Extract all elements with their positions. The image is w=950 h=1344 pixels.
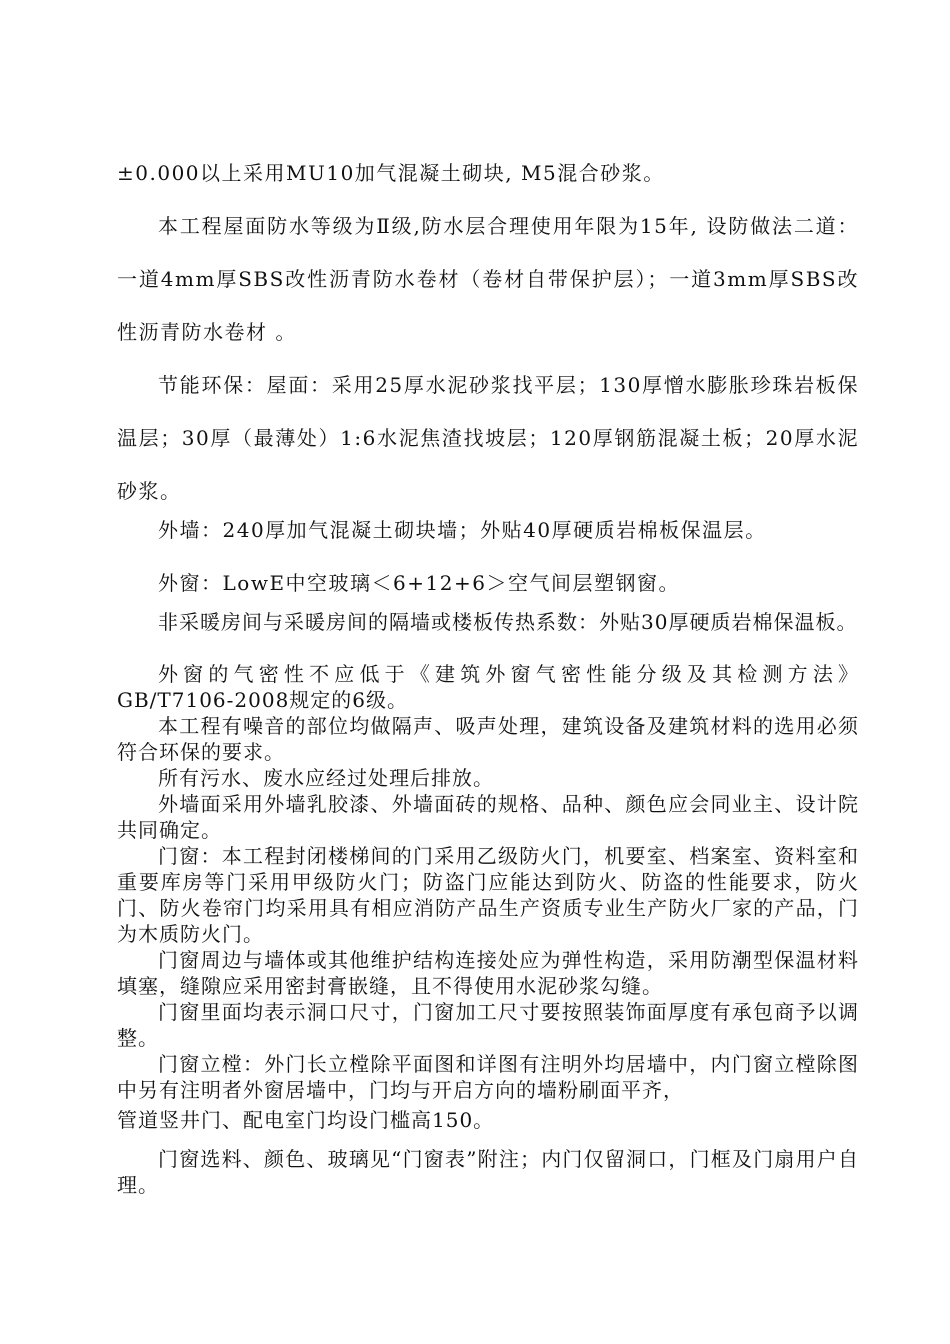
paragraph-energy-saving: 节能环保：屋面：采用25厚水泥砂浆找平层；130厚憎水膨胀珍珠岩板保温层；30厚（最薄处）1:6水泥焦渣找坡层；120厚钢筋混凝土板；20厚水泥砂浆。	[117, 373, 859, 503]
paragraph-sewage: 所有污水、废水应经过处理后排放。	[158, 766, 494, 790]
paragraph-heat-transfer: 非采暖房间与采暖房间的隔墙或楼板传热系数：外贴30厚硬质岩棉保温板。	[158, 610, 858, 634]
paragraph-air-tightness: 外窗的气密性不应低于《建筑外窗气密性能分级及其检测方法》GB/T7106-2008规定的6级。	[117, 662, 859, 712]
paragraph-facade-finish: 外墙面采用外墙乳胶漆、外墙面砖的规格、品种、颜色应会同业主、设计院共同确定。	[117, 792, 859, 842]
paragraph-window-perimeter: 门窗周边与墙体或其他维护结构连接处应为弹性构造，采用防潮型保温材料填塞，缝隙应采用密封膏嵌缝，且不得使用水泥砂浆勾缝。	[117, 948, 859, 998]
paragraph-exterior-window: 外窗：LowE中空玻璃＜6+12+6＞空气间层塑钢窗。	[158, 571, 680, 595]
paragraph-opening-size: 门窗里面均表示洞口尺寸，门窗加工尺寸要按照装饰面厚度有承包商予以调整。	[117, 1000, 859, 1050]
paragraph-frame-position: 门窗立樘：外门长立樘除平面图和详图有注明外均居墙中，内门窗立樘除图中另有注明者外窗居墙中，门均与开启方向的墙粉刷面平齐，	[117, 1052, 859, 1102]
paragraph-noise: 本工程有噪音的部位均做隔声、吸声处理，建筑设备及建筑材料的选用必须符合环保的要求。	[117, 714, 859, 764]
paragraph-threshold: 管道竖井门、配电室门均设门槛高150。	[117, 1108, 495, 1132]
paragraph-doors-windows: 门窗：本工程封闭楼梯间的门采用乙级防火门，机要室、档案室、资料室和重要库房等门采用甲级防火门；防盗门应能达到防火、防盗的性能要求，防火门、防火卷帘门均采用具有相应消防产品生产资质专业生产防火厂家的产品，门为木质防火门。	[117, 844, 859, 946]
paragraph-materials: 门窗选料、颜色、玻璃见“门窗表”附注；内门仅留洞口，门框及门扇用户自理。	[117, 1147, 859, 1197]
paragraph-masonry: ±0.000以上采用MU10加气混凝土砌块, M5混合砂浆。	[117, 161, 665, 185]
paragraph-exterior-wall: 外墙：240厚加气混凝土砌块墙；外贴40厚硬质岩棉板保温层。	[158, 518, 767, 542]
paragraph-roof-waterproofing: 本工程屋面防水等级为Ⅱ级,防水层合理使用年限为15年, 设防做法二道：一道4mm厚SBS改性沥青防水卷材（卷材自带保护层）；一道3mm厚SBS改性沥青防水卷材 。	[117, 214, 859, 344]
